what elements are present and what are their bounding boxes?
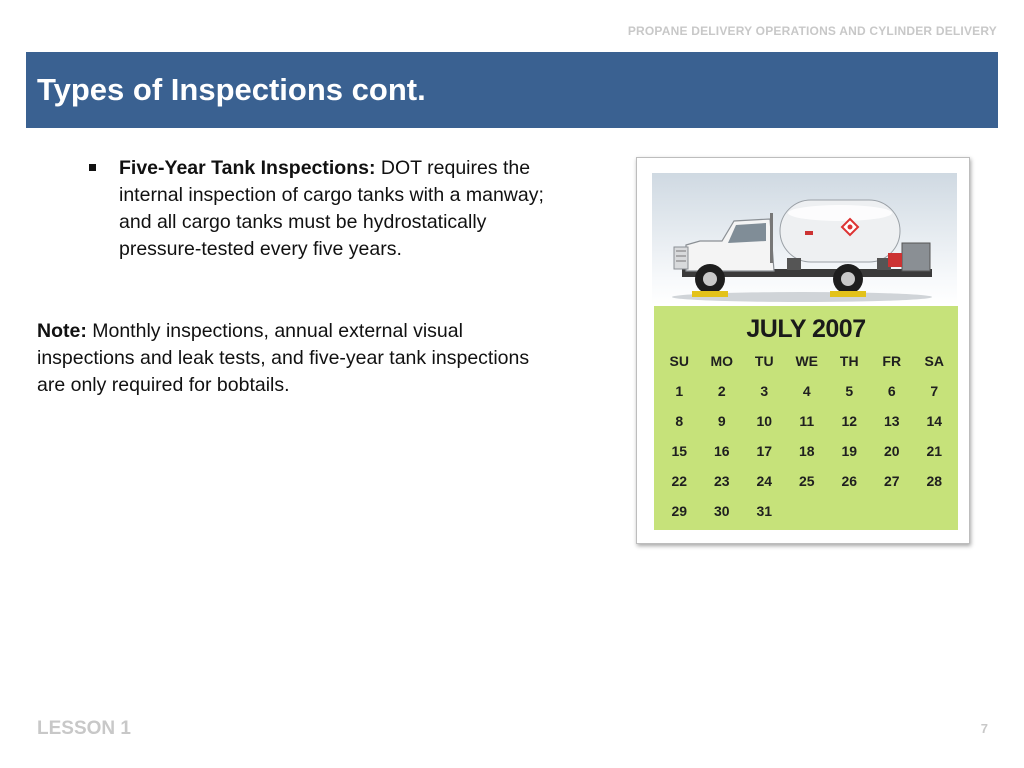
calendar-day: 6 [887, 383, 896, 399]
calendar-day: 20 [883, 443, 900, 459]
calendar [654, 306, 958, 530]
truck-image [652, 173, 957, 305]
calendar-weekday: SA [924, 353, 944, 369]
calendar-title: JULY 2007 [746, 315, 866, 343]
calendar-weekday: FR [882, 353, 902, 369]
note-body: Monthly inspections, annual external visual inspections and leak tests, and five-year tank inspections are only required for bobtails. [37, 320, 530, 396]
calendar-day: 5 [845, 383, 854, 399]
calendar-day [913, 502, 956, 532]
calendar-day: 14 [926, 413, 943, 429]
slide-title: Types of Inspections cont. [37, 72, 426, 107]
page-number: 7 [980, 721, 988, 736]
calendar-day [786, 502, 829, 532]
calendar-day: 31 [756, 503, 773, 519]
calendar-day: 11 [799, 413, 815, 429]
calendar-day: 13 [883, 413, 900, 429]
calendar-day: 17 [756, 443, 773, 459]
calendar-picture-frame [636, 157, 970, 544]
calendar-day [828, 502, 871, 532]
calendar-weekday: SU [669, 353, 689, 369]
calendar-day [871, 502, 914, 532]
calendar-day: 2 [717, 383, 726, 399]
title-bar [26, 52, 998, 128]
calendar-day: 10 [756, 413, 773, 429]
calendar-day: 7 [930, 383, 939, 399]
calendar-day: 24 [756, 473, 773, 489]
calendar-day: 29 [671, 503, 688, 519]
calendar-day: 15 [671, 443, 688, 459]
calendar-day: 26 [841, 473, 858, 489]
calendar-day: 19 [841, 443, 858, 459]
calendar-day: 27 [883, 473, 900, 489]
lesson-label: LESSON 1 [37, 718, 131, 739]
square-bullet-icon [89, 164, 96, 171]
calendar-day: 18 [798, 443, 815, 459]
calendar-day: 21 [926, 443, 943, 459]
note-paragraph [37, 318, 557, 399]
calendar-weekday: TH [839, 353, 859, 369]
calendar-day: 30 [713, 503, 730, 519]
bullet-paragraph [119, 155, 567, 263]
calendar-day: 23 [713, 473, 730, 489]
calendar-day: 12 [841, 413, 858, 429]
calendar-day: 25 [798, 473, 815, 489]
calendar-day: 9 [717, 413, 726, 429]
course-header: PROPANE DELIVERY OPERATIONS AND CYLINDER DELIVERY [627, 24, 997, 38]
calendar-day: 1 [675, 383, 684, 399]
calendar-day: 8 [675, 413, 684, 429]
propane-truck-icon [652, 173, 957, 305]
note-label: Note: [37, 320, 87, 342]
calendar-day: 16 [713, 443, 730, 459]
bullet-item [87, 155, 567, 263]
calendar-day: 4 [802, 383, 811, 399]
calendar-weekday: MO [710, 353, 734, 369]
calendar-day: 28 [926, 473, 943, 489]
calendar-grid [658, 352, 956, 532]
calendar-day: 22 [671, 473, 688, 489]
calendar-weekday: WE [795, 353, 819, 369]
bullet-body: DOT requires the internal inspection of cargo tanks with a manway; and all cargo tanks must be hydrostatically pressure-tested every five years. [119, 157, 544, 260]
bullet-heading: Five-Year Tank Inspections: [119, 157, 376, 179]
calendar-weekday: TU [754, 353, 774, 369]
calendar-day: 3 [760, 383, 769, 399]
